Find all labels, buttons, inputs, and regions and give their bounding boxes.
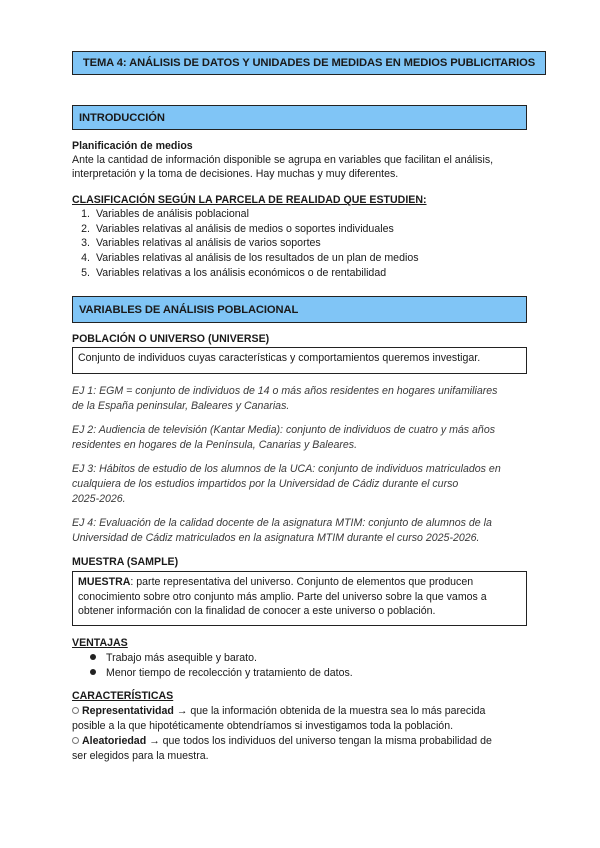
caracteristicas-heading: CARACTERÍSTICAS (72, 690, 174, 702)
intro-header: INTRODUCCIÓN (79, 111, 165, 124)
universe-heading: POBLACIÓN O UNIVERSO (UNIVERSE) (72, 333, 270, 345)
representatividad-line1: Representatividad → que la información obtenida de la muestra sea lo más parecida (72, 704, 485, 719)
bullet-icon (90, 654, 96, 660)
sample-definition-line1: : parte representativa del universo. Conjunto de elementos que producen (130, 576, 474, 588)
intro-subtitle: Planificación de medios (72, 140, 193, 152)
sample-definition-box (72, 571, 527, 626)
aleatoriedad-line2: ser elegidos para la muestra. (72, 750, 209, 762)
example-4-line1: EJ 4: Evaluación de la calidad docente de la asignatura MTIM: conjunto de alumnos de la (72, 517, 492, 529)
sample-heading: MUESTRA (SAMPLE) (72, 556, 179, 568)
intro-text-line2: interpretación y la toma de decisiones. Hay muchas y muy diferentes. (72, 168, 399, 180)
title-bar (72, 51, 546, 75)
classification-list (72, 207, 419, 281)
intro-text-line1: Ante la cantidad de información disponible se agrupa en variables que facilitan el análisis, (72, 154, 494, 166)
list-item: 4. Variables relativas al análisis de los resultados de un plan de medios (81, 252, 419, 265)
example-3-line3: 2025-2026. (72, 493, 126, 505)
list-item: 3. Variables relativas al análisis de varios soportes (81, 237, 321, 250)
sample-term: MUESTRA (78, 576, 131, 588)
example-2-line2: residentes en hogares de la Península, Canarias y Baleares. (72, 439, 358, 451)
list-item: Menor tiempo de recolección y tratamiento de datos. (90, 666, 353, 681)
poblacional-header: VARIABLES DE ANÁLISIS POBLACIONAL (79, 303, 299, 316)
list-item: 2. Variables relativas al análisis de medios o soportes individuales (81, 222, 394, 235)
circle-bullet-icon (72, 707, 79, 714)
circle-bullet-icon (72, 737, 79, 744)
universe-definition-box (72, 347, 527, 374)
classification-heading: CLASIFICACIÓN SEGÚN LA PARCELA DE REALIDAD QUE ESTUDIEN: (72, 194, 427, 206)
sample-definition-line3: obtener información con la finalidad de conocer a este universo o población. (78, 605, 436, 617)
aleatoriedad-line1: Aleatoriedad → que todos los individuos del universo tengan la misma probabilidad de (72, 734, 492, 749)
document-title: TEMA 4: ANÁLISIS DE DATOS Y UNIDADES DE MEDIDAS EN MEDIOS PUBLICITARIOS (82, 57, 536, 69)
universe-definition: Conjunto de individuos cuyas características y comportamientos queremos investigar. (78, 352, 481, 364)
example-1-line1: EJ 1: EGM = conjunto de individuos de 14 o más años residentes en hogares unifamiliares (72, 385, 498, 397)
example-1-line2: de la España peninsular, Baleares y Canarias. (72, 400, 290, 412)
list-item: 1. Variables de análisis poblacional (81, 208, 249, 220)
ventajas-heading: VENTAJAS (72, 637, 128, 649)
ventajas-list (90, 651, 353, 680)
poblacional-header-bar (72, 296, 527, 323)
representatividad-line2: posible a la que hipotéticamente obtendríamos si investigamos toda la población. (72, 720, 454, 732)
bullet-icon (90, 669, 96, 675)
list-item: 5. Variables relativas a los análisis económicos o de rentabilidad (81, 266, 387, 279)
example-4-line2: Universidad de Cádiz matriculados en la asignatura MTIM durante el curso 2025-2026. (72, 532, 480, 544)
example-2-line1: EJ 2: Audiencia de televisión (Kantar Media): conjunto de individuos de cuatro y más años (72, 424, 496, 436)
intro-header-bar (72, 105, 527, 130)
sample-definition-line2: conocimiento sobre otro conjunto más amplio. Parte del universo sobre la que vamos a (78, 590, 487, 603)
example-3-line1: EJ 3: Hábitos de estudio de los alumnos de la UCA: conjunto de individuos matriculados en (72, 463, 501, 475)
example-3-line2: cualquiera de los estudios impartidos por la Universidad de Cádiz durante el curso (72, 478, 459, 490)
list-item: Trabajo más asequible y barato. (90, 651, 353, 666)
